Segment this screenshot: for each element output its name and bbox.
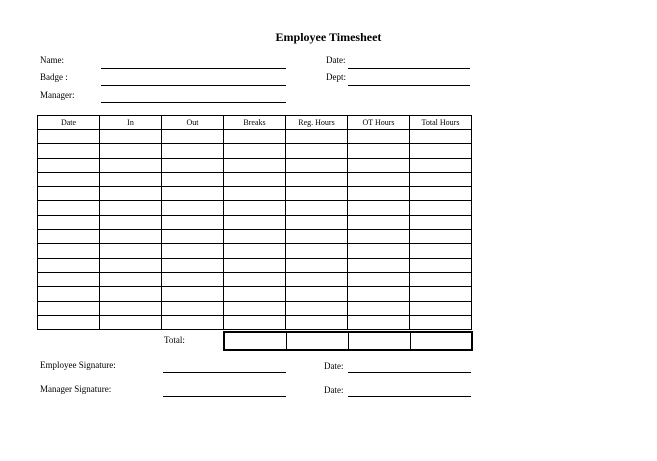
employee-date-label: Date: — [324, 361, 344, 371]
table-row — [38, 287, 472, 301]
table-cell[interactable] — [410, 158, 472, 172]
badge-label: Badge : — [40, 72, 68, 82]
table-cell[interactable] — [100, 201, 162, 215]
table-cell[interactable] — [410, 215, 472, 229]
dept-field[interactable] — [348, 85, 470, 86]
table-cell[interactable] — [348, 130, 410, 144]
table-cell[interactable] — [38, 158, 100, 172]
table-cell[interactable] — [286, 144, 348, 158]
table-cell[interactable] — [162, 244, 224, 258]
table-row — [38, 172, 472, 186]
table-cell[interactable] — [348, 187, 410, 201]
table-cell[interactable] — [348, 287, 410, 301]
table-cell[interactable] — [38, 187, 100, 201]
table-cell[interactable] — [100, 272, 162, 286]
table-cell[interactable] — [38, 315, 100, 329]
table-cell[interactable] — [162, 172, 224, 186]
table-cell[interactable] — [38, 244, 100, 258]
table-cell[interactable] — [286, 187, 348, 201]
table-cell[interactable] — [100, 187, 162, 201]
table-cell[interactable] — [38, 172, 100, 186]
table-cell[interactable] — [410, 258, 472, 272]
name-label: Name: — [40, 55, 64, 65]
table-cell[interactable] — [224, 215, 286, 229]
employee-date-field[interactable] — [348, 372, 471, 373]
table-cell[interactable] — [410, 201, 472, 215]
table-row — [38, 215, 472, 229]
table-cell[interactable] — [38, 287, 100, 301]
table-cell[interactable] — [286, 158, 348, 172]
table-cell[interactable] — [100, 158, 162, 172]
table-row — [38, 201, 472, 215]
table-cell[interactable] — [38, 215, 100, 229]
table-cell[interactable] — [348, 172, 410, 186]
table-cell[interactable] — [286, 130, 348, 144]
table-cell[interactable] — [100, 287, 162, 301]
table-cell[interactable] — [410, 230, 472, 244]
table-cell[interactable] — [162, 287, 224, 301]
manager-field[interactable] — [101, 102, 286, 103]
badge-field[interactable] — [101, 85, 286, 86]
table-cell[interactable] — [348, 315, 410, 329]
table-cell[interactable] — [162, 201, 224, 215]
table-cell[interactable] — [286, 172, 348, 186]
table-cell[interactable] — [348, 301, 410, 315]
table-cell[interactable] — [348, 158, 410, 172]
date-label: Date: — [326, 55, 346, 65]
table-cell[interactable] — [410, 244, 472, 258]
table-cell[interactable] — [100, 258, 162, 272]
table-row — [38, 301, 472, 315]
table-cell[interactable] — [100, 315, 162, 329]
table-cell[interactable] — [224, 201, 286, 215]
table-cell[interactable] — [286, 287, 348, 301]
column-header-date: Date — [38, 116, 100, 130]
manager-label: Manager: — [40, 90, 75, 100]
table-cell[interactable] — [348, 244, 410, 258]
table-cell[interactable] — [100, 230, 162, 244]
table-cell[interactable] — [162, 315, 224, 329]
manager-signature-field[interactable] — [163, 396, 286, 397]
table-row — [38, 315, 472, 329]
table-cell[interactable] — [224, 244, 286, 258]
dept-label: Dept: — [326, 72, 346, 82]
table-row — [38, 244, 472, 258]
table-cell[interactable] — [410, 172, 472, 186]
table-cell[interactable] — [38, 301, 100, 315]
table-cell[interactable] — [224, 230, 286, 244]
table-cell[interactable] — [410, 301, 472, 315]
name-field[interactable] — [101, 68, 286, 69]
table-cell[interactable] — [162, 187, 224, 201]
table-cell[interactable] — [286, 230, 348, 244]
employee-signature-label: Employee Signature: — [40, 360, 116, 370]
table-cell[interactable] — [38, 144, 100, 158]
table-cell[interactable] — [162, 272, 224, 286]
table-cell[interactable] — [162, 158, 224, 172]
table-cell[interactable] — [38, 130, 100, 144]
table-cell[interactable] — [286, 201, 348, 215]
column-header-in: In — [100, 116, 162, 130]
table-cell[interactable] — [224, 258, 286, 272]
table-cell[interactable] — [410, 144, 472, 158]
column-header-reg-hours: Reg. Hours — [286, 116, 348, 130]
table-cell[interactable] — [286, 258, 348, 272]
table-row — [38, 230, 472, 244]
table-cell[interactable] — [410, 287, 472, 301]
table-cell[interactable] — [100, 172, 162, 186]
page-title: Employee Timesheet — [275, 30, 382, 44]
table-cell[interactable] — [100, 244, 162, 258]
table-cell[interactable] — [348, 230, 410, 244]
manager-date-field[interactable] — [348, 396, 471, 397]
table-cell[interactable] — [224, 315, 286, 329]
table-cell[interactable] — [224, 287, 286, 301]
totals-label: Total: — [164, 335, 185, 345]
table-cell[interactable] — [348, 258, 410, 272]
table-cell[interactable] — [224, 144, 286, 158]
table-cell[interactable] — [348, 201, 410, 215]
manager-date-label: Date: — [324, 385, 344, 395]
table-cell[interactable] — [286, 244, 348, 258]
table-cell[interactable] — [348, 272, 410, 286]
total-reg-hours-cell[interactable] — [286, 332, 348, 350]
table-cell[interactable] — [410, 130, 472, 144]
table-cell[interactable] — [38, 272, 100, 286]
table-row — [38, 187, 472, 201]
table-cell[interactable] — [224, 301, 286, 315]
table-cell[interactable] — [286, 301, 348, 315]
table-cell[interactable] — [162, 130, 224, 144]
table-cell[interactable] — [100, 215, 162, 229]
table-cell[interactable] — [286, 215, 348, 229]
table-cell[interactable] — [410, 315, 472, 329]
column-header-ot-hours: OT Hours — [348, 116, 410, 130]
table-cell[interactable] — [162, 144, 224, 158]
table-row — [38, 130, 472, 144]
employee-signature-field[interactable] — [163, 372, 286, 373]
table-cell[interactable] — [38, 230, 100, 244]
table-cell[interactable] — [224, 158, 286, 172]
table-cell[interactable] — [100, 144, 162, 158]
table-row — [38, 258, 472, 272]
table-row — [38, 158, 472, 172]
table-cell[interactable] — [100, 301, 162, 315]
table-row — [38, 144, 472, 158]
column-header-breaks: Breaks — [224, 116, 286, 130]
table-header-row — [38, 116, 472, 130]
table-cell[interactable] — [162, 301, 224, 315]
table-row — [38, 272, 472, 286]
column-header-out: Out — [162, 116, 224, 130]
table-cell[interactable] — [38, 201, 100, 215]
table-cell[interactable] — [162, 230, 224, 244]
total-ot-hours-cell[interactable] — [348, 332, 410, 350]
table-cell[interactable] — [348, 215, 410, 229]
column-header-total-hours: Total Hours — [410, 116, 472, 130]
total-hours-cell[interactable] — [410, 332, 472, 350]
timesheet-table — [37, 115, 472, 330]
table-cell[interactable] — [224, 272, 286, 286]
table-cell[interactable] — [162, 258, 224, 272]
table-cell[interactable] — [224, 187, 286, 201]
table-cell[interactable] — [162, 215, 224, 229]
total-breaks-cell[interactable] — [224, 332, 286, 350]
table-cell[interactable] — [38, 258, 100, 272]
table-cell[interactable] — [224, 130, 286, 144]
table-cell[interactable] — [286, 272, 348, 286]
table-cell[interactable] — [410, 187, 472, 201]
table-cell[interactable] — [286, 315, 348, 329]
table-cell[interactable] — [100, 130, 162, 144]
table-cell[interactable] — [348, 144, 410, 158]
manager-signature-label: Manager Signature: — [40, 384, 112, 394]
totals-row — [223, 331, 473, 351]
table-cell[interactable] — [224, 172, 286, 186]
table-cell[interactable] — [410, 272, 472, 286]
date-field[interactable] — [348, 68, 470, 69]
